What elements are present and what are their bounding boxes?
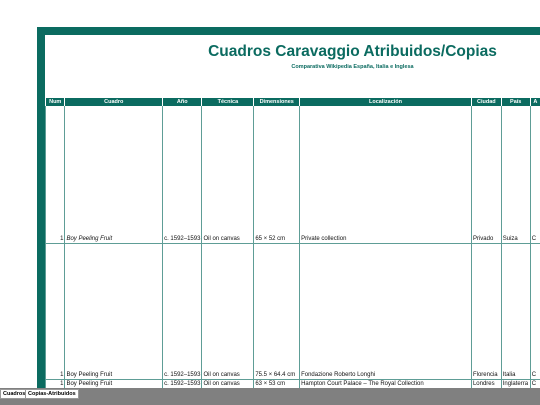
- cell-extra[interactable]: C: [530, 379, 540, 388]
- col-header-dimensiones[interactable]: Dimensiones: [254, 98, 300, 106]
- cell-cuadro[interactable]: Boy Peeling Fruit: [65, 106, 163, 243]
- table-row: [46, 379, 540, 388]
- sheet-tab-bar: [0, 388, 540, 405]
- cell-ciudad[interactable]: Londres: [471, 379, 501, 388]
- table-row: [46, 243, 540, 379]
- cell-cuadro[interactable]: Boy Peeling Fruit: [65, 379, 163, 388]
- col-header-extra[interactable]: A: [530, 98, 540, 106]
- col-header-tecnica[interactable]: Técnica: [202, 98, 254, 106]
- paintings-table: [45, 98, 540, 388]
- tab-cuadros[interactable]: Cuadros: [0, 389, 28, 399]
- cell-ciudad[interactable]: Privado: [471, 106, 501, 243]
- cell-localizacion[interactable]: Fondazione Roberto Longhi: [300, 243, 472, 379]
- cell-dimensiones[interactable]: 65 × 52 cm: [254, 106, 300, 243]
- cell-num[interactable]: 1: [46, 243, 65, 379]
- col-header-ciudad[interactable]: Ciudad: [471, 98, 501, 106]
- cell-pais[interactable]: Inglaterra: [501, 379, 530, 388]
- cell-tecnica[interactable]: Oil on canvas: [202, 106, 254, 243]
- spreadsheet-area: [45, 35, 540, 388]
- col-header-num[interactable]: Num: [46, 98, 65, 106]
- cell-ano[interactable]: c. 1592–1593: [163, 106, 202, 243]
- cell-num[interactable]: 1: [46, 379, 65, 388]
- sheet-frame: [37, 27, 540, 388]
- page-subtitle: Comparativa Wikipedia España, Italia e Inglesa: [291, 64, 414, 70]
- table-header-row: [46, 98, 540, 106]
- col-header-pais[interactable]: País: [501, 98, 530, 106]
- cell-dimensiones[interactable]: 63 × 53 cm: [254, 379, 300, 388]
- cell-dimensiones[interactable]: 75.5 × 64.4 cm: [254, 243, 300, 379]
- cell-localizacion[interactable]: Hampton Court Palace – The Royal Collection: [300, 379, 472, 388]
- cell-ciudad[interactable]: Florencia: [471, 243, 501, 379]
- cell-pais[interactable]: Italia: [501, 243, 530, 379]
- page-title: Cuadros Caravaggio Atribuidos/Copias: [208, 43, 497, 60]
- col-header-ano[interactable]: Año: [163, 98, 202, 106]
- tab-copias-atribuidos[interactable]: Copias-Atribuidos: [25, 389, 79, 399]
- cell-extra[interactable]: C: [530, 106, 540, 243]
- cell-num[interactable]: 1: [46, 106, 65, 243]
- cell-pais[interactable]: Suiza: [501, 106, 530, 243]
- cell-cuadro[interactable]: Boy Peeling Fruit: [65, 243, 163, 379]
- table-row: [46, 106, 540, 243]
- col-header-cuadro[interactable]: Cuadro: [65, 98, 163, 106]
- cell-tecnica[interactable]: Oil on canvas: [202, 243, 254, 379]
- cell-ano[interactable]: c. 1592–1593: [164, 380, 201, 387]
- cell-ano[interactable]: c. 1592–1593: [163, 243, 202, 379]
- col-header-localizacion[interactable]: Localización: [300, 98, 472, 106]
- cell-tecnica[interactable]: Oil on canvas: [202, 379, 254, 388]
- cell-localizacion[interactable]: Private collection: [300, 106, 472, 243]
- cell-extra[interactable]: C: [530, 243, 540, 379]
